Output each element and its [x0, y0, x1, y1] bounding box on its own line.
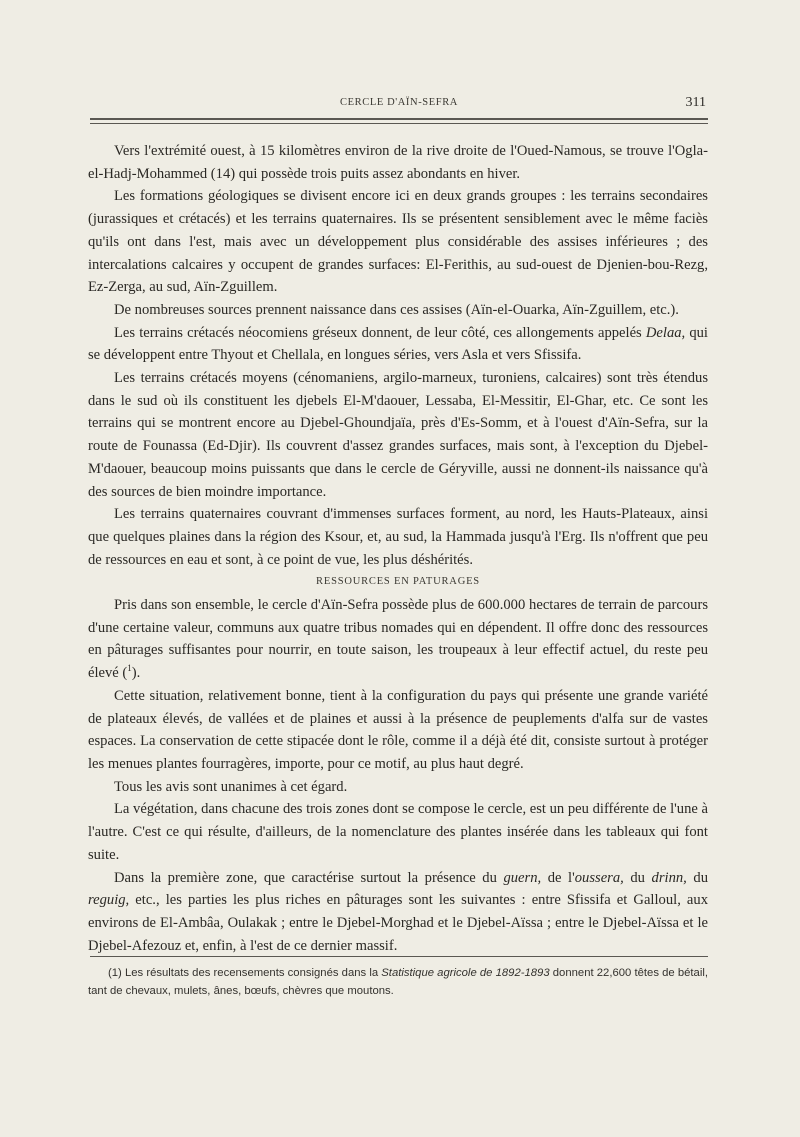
body-text	[88, 140, 708, 957]
text-run: Les terrains crétacés néocomiens gréseux donnent, de leur côté, ces allongements appelés	[114, 324, 646, 341]
running-head	[90, 97, 708, 113]
text-run: etc., les parties les plus riches en pâturages sont les suivantes : entre Sfissifa et Galloul, aux environs de El-Ambâa, Oulakak ; entre le Djebel-Morghad et le Djebel-Aïssa ; entre le Djebel-Aïssa et le Djebel-Afezouz et, enfin, à l'est de ce dernier massif.	[88, 892, 708, 954]
paragraph: Les terrains quaternaires couvrant d'immenses surfaces forment, au nord, les Hauts-Plateaux, ainsi que quelques plaines dans la région des Ksour, et, au sud, la Hammada jusqu'à l'Erg. Ils n'offrent que peu de ressources en eau et sont, à ce point de vue, les plus déshérités.	[88, 506, 708, 568]
paragraph: Cette situation, relativement bonne, tient à la configuration du pays qui présente une grande variété de plateaux élevés, de vallées et de plaines et aussi à la présence de peuplements d'alfa sur de vastes espaces. La conservation de cette stipacée dont le rôle, comme il a déjà été dit, consiste surtout à protéger les menues plantes fourragères, importe, pour ce motif, au plus haut degré.	[88, 687, 708, 772]
footnote	[88, 964, 708, 1000]
text-run: de l'	[541, 869, 575, 886]
paragraph: De nombreuses sources prennent naissance dans ces assises (Aïn-el-Ouarka, Aïn-Zguillem, etc.).	[114, 301, 679, 318]
text-run: du	[686, 869, 708, 886]
text-run: (1) Les résultats des recensements consignés dans la	[108, 967, 382, 979]
text-run: Pris dans son ensemble, le cercle d'Aïn-Sefra possède plus de 600.000 hectares de terrain de parcours d'une certaine valeur, communs aux quatre tribus nomades qui en dépendent. Il offre donc des ressources en pâturages suffisantes pour nourrir, en toute saison, les troupeaux à leur effectif actuel, du reste peu élevé (	[88, 597, 708, 682]
paragraph: Les formations géologiques se divisent encore ici en deux grands groupes : les terrains secondaires (jurassiques et crétacés) et les terrains quaternaires. Ils se présentent sensiblement avec le même faciès qu'ils ont dans l'est, mais avec un développement plus considérable des assises inférieures ; des intercalations calcaires y occupent de grandes surfaces: El-Ferithis, au sud-ouest de Djenien-bou-Rezg, Ez-Zerga, au sud, Aïn-Zguillem.	[88, 188, 708, 296]
paragraph: Vers l'extrémité ouest, à 15 kilomètres environ de la rive droite de l'Oued-Namous, se trouve l'Ogla-el-Hadj-Mohammed (14) qui possède trois puits assez abondants en hiver.	[88, 143, 708, 182]
text-run: donnent 22,600 têtes de bétail, tant de chevaux, mulets, ânes, bœufs, chèvres que moutons.	[88, 967, 708, 997]
header-rule-thick	[90, 118, 708, 120]
text-run: qui se développent entre Thyout et Chellala, en longues séries, vers Asla et vers Sfissifa.	[88, 324, 708, 364]
paragraph	[88, 322, 708, 367]
italic-term: Delaa,	[645, 324, 686, 341]
page-number: 311	[685, 95, 706, 110]
italic-term: drinn,	[651, 869, 687, 886]
running-title: CERCLE D'AÏN-SEFRA	[340, 97, 458, 108]
paragraph	[88, 594, 708, 685]
italic-term: oussera,	[574, 869, 624, 886]
footnote-text	[88, 964, 708, 1000]
footnote-ref: 1	[127, 663, 132, 674]
paragraph: Tous les avis sont unanimes à cet égard.	[114, 778, 348, 795]
section-heading: RESSOURCES EN PATURAGES	[316, 576, 480, 588]
paragraph	[88, 867, 708, 958]
header-rule-thin	[90, 123, 708, 124]
italic-term: reguig,	[88, 892, 130, 909]
italic-term: guern,	[503, 869, 542, 886]
footnote-rule	[90, 956, 708, 957]
text-run: ).	[131, 665, 141, 682]
text-run: Dans la première zone, que caractérise surtout la présence du	[114, 869, 504, 886]
paragraph: Les terrains crétacés moyens (cénomaniens, argilo-marneux, turoniens, calcaires) sont très étendus dans le sud où ils constituent les djebels El-M'daouer, Lessaba, El-Messitir, El-Ghar, etc. Ce sont les terrains qui se montrent encore au Djebel-Ghoundjaïa, près d'Es-Somm, et à l'ouest d'Aïn-Sefra, sur la route de Founassa (Ed-Djir). Ils couvrent d'assez grandes surfaces, mais sont, à l'exception du Djebel-M'daouer, beaucoup moins puissants que dans le cercle de Géryville, aussi ne donnent-ils naissance qu'à des sources de bien moindre importance.	[88, 370, 708, 500]
text-run: du	[623, 869, 652, 886]
paragraph: La végétation, dans chacune des trois zones dont se compose le cercle, est un peu différente de l'une à l'autre. C'est ce qui résulte, d'ailleurs, de la nomenclature des plantes insérée dans les tableaux qui font suite.	[88, 801, 708, 863]
italic-title: Statistique agricole de 1892-1893	[381, 967, 550, 979]
